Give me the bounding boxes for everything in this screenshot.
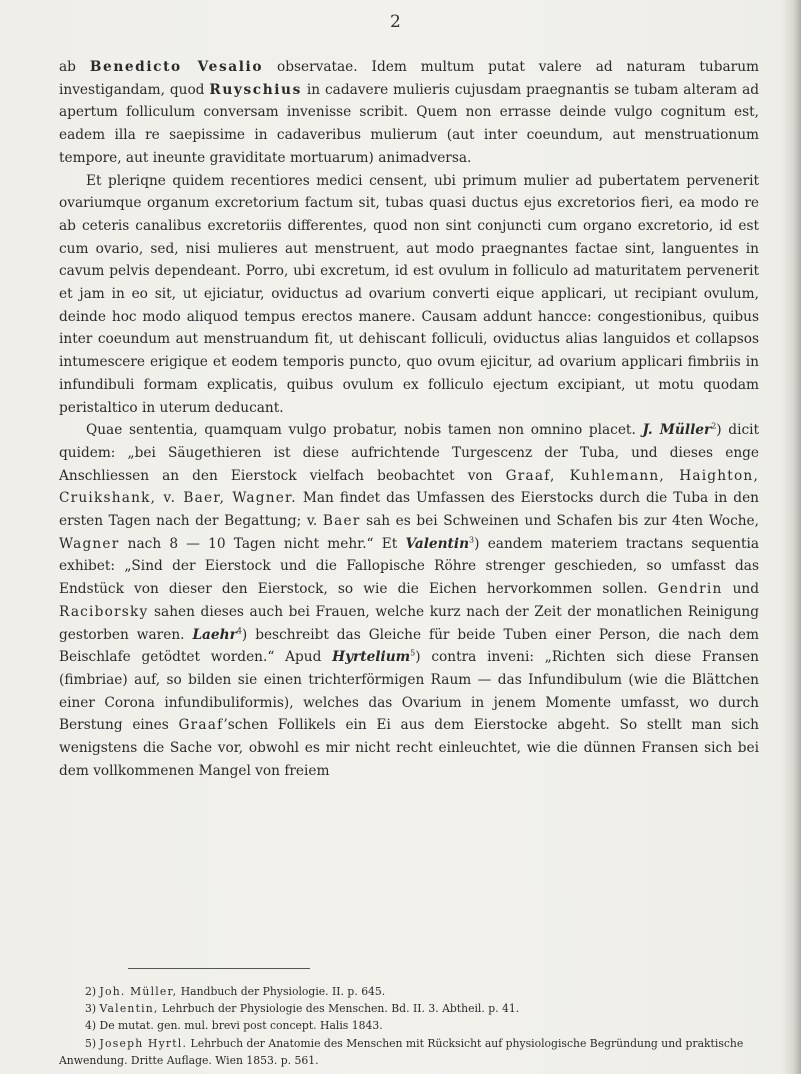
paragraph-3 bbox=[59, 419, 759, 782]
text-run: ) dicit quidem: „bei Säugethieren ist diese aufrichtende Turgescenz der Tuba, und dieses enge Anschliessen an den Eierstock vielfach beobachtet von bbox=[59, 422, 759, 484]
paragraph-1 bbox=[59, 56, 759, 170]
text-run: ab bbox=[59, 59, 90, 75]
person-name: Wagner bbox=[59, 535, 120, 552]
footnote-ref: 4 bbox=[236, 626, 242, 636]
text-run: ) beschreibt das Gleiche für beide Tuben einer Person, die nach dem Beischlafe getödtet worden.“ Apud bbox=[59, 626, 759, 666]
footnote-ref: 5 bbox=[410, 648, 416, 658]
footnote-ref: 2 bbox=[711, 421, 717, 431]
footnote bbox=[59, 1000, 769, 1017]
footnote-author: Joh. Müller, bbox=[99, 985, 178, 998]
footnote-author: Joseph Hyrtl. bbox=[99, 1036, 188, 1050]
person-name: Ruyschius bbox=[209, 81, 302, 98]
person-name: Graaf bbox=[178, 717, 224, 734]
text-run: Quae sententia, quamquam vulgo probatur, nobis tamen non omnino placet. bbox=[86, 422, 643, 439]
text-run: sah es bei Schweinen und Schafen bis zur 4ten Woche, bbox=[360, 513, 760, 530]
author-name: Hyrtelium bbox=[332, 649, 411, 666]
footnote-text: Lehrbuch der Physiologie des Menschen. Bd. II. 3. Abtheil. p. 41. bbox=[158, 1002, 520, 1016]
person-name: Gendrin bbox=[657, 581, 723, 598]
footnote-number: 2) bbox=[85, 985, 97, 998]
footnote-author: Valentin, bbox=[99, 1002, 159, 1016]
text-run: Man findet das Umfassen des Eierstocks durch die Tuba in den ersten Tagen nach der Begattung; v. bbox=[59, 490, 759, 530]
footnote-text: Lehrbuch der Anatomie des Menschen mit Rücksicht auf physiologische Begründung und praktische Anwendung. Dritte Auflage. Wien 1853. p. 561. bbox=[59, 1036, 744, 1067]
footnote-divider bbox=[128, 968, 310, 969]
text-run: ) contra inveni: „Richten sich diese Fransen (fimbriae) auf, so bilden sie einen trichterförmigen Raum — das Infundibulum (wie die Blättchen einer Corona infundibuliformis), welches das Ovarium in jenem Momente umfasst, wo durch Berstung eines bbox=[59, 649, 759, 734]
text-run: in cadavere mulieris cujusdam praegnantis se tubam alteram ad apertum folliculum conversam invenisse scribit. Quem non errasse deinde vulgo cognitum est, eadem illa re saepissime in cadaveribus mulierum (aut inter coeundum, aut menstruationum tempore, aut ineunte graviditate mortuarum) animadversa. bbox=[59, 81, 759, 166]
footnote bbox=[59, 1035, 769, 1069]
footnote-number: 5) bbox=[85, 1036, 97, 1050]
footnote bbox=[59, 983, 769, 1000]
body-text bbox=[59, 56, 759, 783]
page-number: 2 bbox=[390, 12, 401, 32]
author-name: Valentin bbox=[405, 535, 470, 552]
person-name: Baer bbox=[322, 513, 361, 530]
person-name: Raciborsky bbox=[59, 603, 149, 620]
text-run: observatae. Idem multum putat valere ad naturam tubarum investigandam, quod bbox=[59, 59, 759, 98]
text-run: ) eandem materiem tractans sequentia exhibet: „Sind der Eierstock und die Fallopische Röhre strenger geschieden, so umfasst das Endstück von dieser den Eierstock, so wie die Eichen hervorkommen sollen. bbox=[59, 535, 759, 598]
author-name: Laehr bbox=[192, 626, 237, 643]
text-run: ’schen Follikels ein Ei aus dem Eierstocke abgeht. So stellt man sich wenigstens die Sache vor, obwohl es mir nicht recht einleuchtet, wie die dünnen Fransen sich bei dem vollkommenen Mangel von freiem bbox=[59, 717, 759, 779]
text-run: und bbox=[722, 581, 759, 598]
page-edge-shadow bbox=[781, 0, 801, 1074]
footnote-number: 3) bbox=[85, 1002, 97, 1016]
person-name: Benedicto Vesalio bbox=[89, 59, 264, 75]
text-run: sahen dieses auch bei Frauen, welche kurz nach der Zeit der monatlichen Reinigung gestorben waren. bbox=[59, 603, 759, 643]
paragraph-2: Et pleriqne quidem recentiores medici censent, ubi primum mulier ad pubertatem pervenerit ovariumque organum excretorium factum sit, tubas quasi ductus ejus excretorios fieri, ea modo re ab ceteris canalibus excretoriis differentes, quod non sint conjuncti cum organo excretorio, id est cum ovario, sed, nisi mulieres aut menstruent, aut modo praegnantes factae sint, languentes in cavum pelvis dependeant. Porro, ubi excretum, id est ovulum in folliculo ad maturitatem pervenerit et jam in eo sit, ut ejiciatur, oviductus ad ovarium converti eique applicari, ut recipiant ovulum, deinde hoc modo aliquod tempus erectos manere. Causam addunt hancce: congestionibus, quibus inter coeundum aut menstruandum fit, ut dehiscant folliculi, oviductus alias languidos et collapsos intumescere erigique et eodem temporis puncto, quo ovum ejicitur, ad ovarium applicari fimbriis in infundibuli formam explicatis, quibus ovulum ex folliculo ejectum excipiant, ut motu quodam peristaltico in uterum deducant. bbox=[59, 172, 759, 416]
author-name: J. Müller bbox=[642, 422, 712, 439]
footnote-number: 4) bbox=[85, 1019, 97, 1033]
footnotes bbox=[59, 983, 769, 1069]
footnote-text: Handbuch der Physiologie. II. p. 645. bbox=[177, 985, 386, 998]
footnote-text: De mutat. gen. mul. brevi post concept. Halis 1843. bbox=[99, 1019, 383, 1033]
footnote-ref: 3 bbox=[469, 535, 475, 545]
footnote bbox=[59, 1017, 769, 1034]
person-names: Graaf, Kuhlemann, Haighton, Cruikshank, v. Baer, Wagner. bbox=[59, 467, 759, 507]
text-run: nach 8 — 10 Tagen nicht mehr.“ Et bbox=[119, 535, 406, 552]
